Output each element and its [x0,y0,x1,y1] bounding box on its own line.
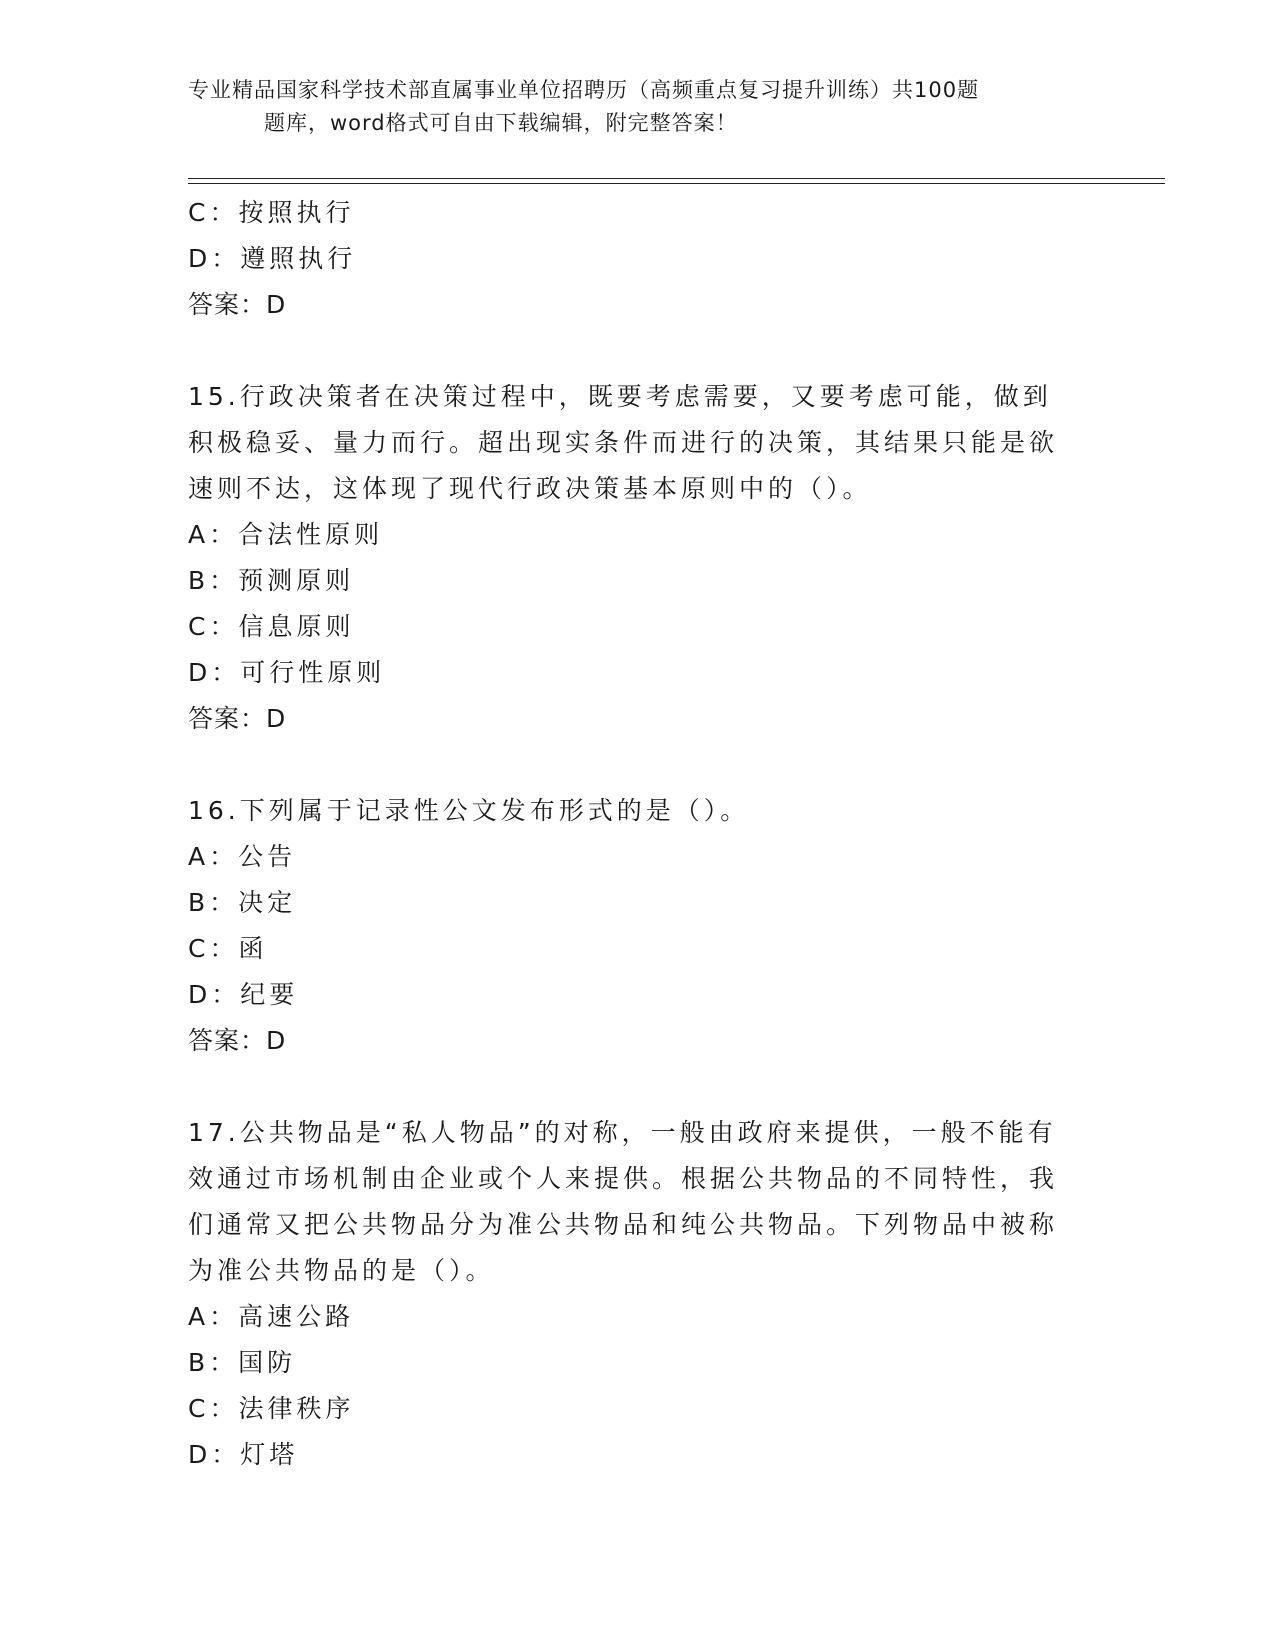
page-header [188,74,1088,140]
question-list [188,190,1088,1478]
question-stem: 17.公共物品是“私人物品”的对称，一般由政府来提供，一般不能有效通过市场机制由企业或个人来提供。根据公共物品的不同特性，我们通常又把公共物品分为准公共物品和纯公共物品。下列物品中被称为准公共物品的是（）。 [188,1118,1059,1285]
option-d: D：灯塔 [188,1440,299,1469]
spacer [188,328,1088,374]
option-c: C：信息原则 [188,612,355,641]
option-d: D：纪要 [188,980,299,1009]
option-b: B：国防 [188,1348,297,1377]
option-c: C：按照执行 [188,198,355,227]
option-b: B：决定 [188,888,297,917]
option-a: A：高速公路 [188,1302,355,1331]
option-d: D：可行性原则 [188,658,386,687]
option-d: D：遵照执行 [188,244,357,273]
spacer [188,742,1088,788]
option-b: B：预测原则 [188,566,355,595]
option-a: A：公告 [188,842,297,871]
spacer [188,1064,1088,1110]
header-title-line-1: 专业精品国家科学技术部直属事业单位招聘历（高频重点复习提升训练）共100题 [188,78,980,102]
header-rule-bottom [188,183,1165,184]
option-a: A：合法性原则 [188,520,384,549]
answer-line: 答案：D [188,1026,287,1055]
carryover-question [188,190,1088,328]
header-title-line-2: 题库，word格式可自由下载编辑，附完整答案！ [264,111,738,135]
option-c: C：法律秩序 [188,1394,355,1423]
question-15 [188,374,1088,742]
answer-line: 答案：D [188,290,287,319]
header-rule-top [188,178,1165,179]
question-16 [188,788,1088,1064]
question-17 [188,1110,1088,1478]
question-stem: 15.行政决策者在决策过程中，既要考虑需要，又要考虑可能，做到积极稳妥、量力而行。超出现实条件而进行的决策，其结果只能是欲速则不达，这体现了现代行政决策基本原则中的（）。 [188,382,1059,503]
option-c: C：函 [188,934,268,963]
question-stem: 16.下列属于记录性公文发布形式的是（）。 [188,796,750,825]
answer-line: 答案：D [188,704,287,733]
